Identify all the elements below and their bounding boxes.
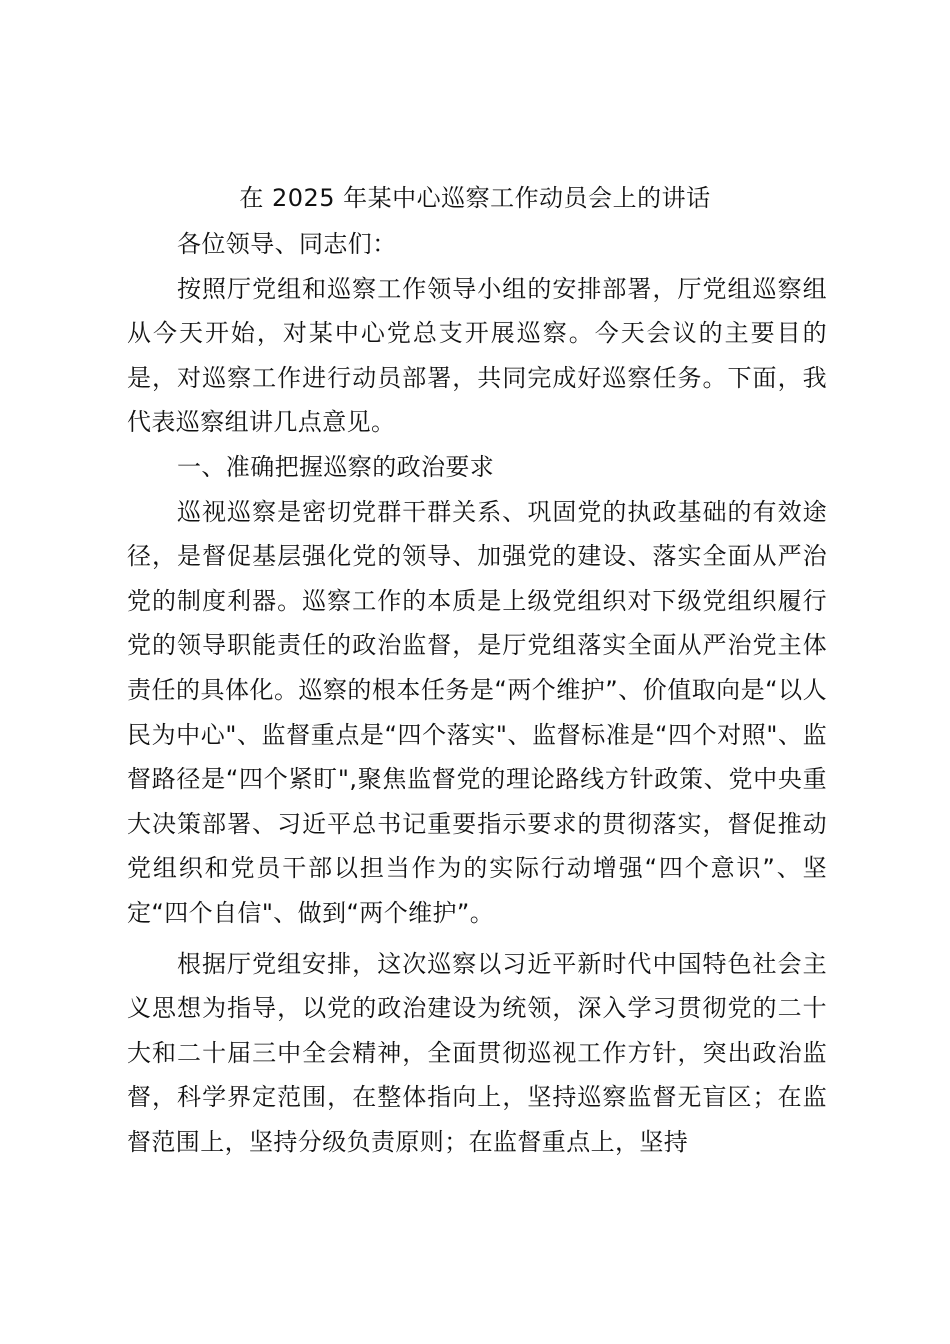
paragraph-political-requirements: 巡视巡察是密切党群干群关系、巩固党的执政基础的有效途径，是督促基层强化党的领导、加强党的建设、落实全面从严治党的制度利器。巡察工作的本质是上级党组织对下级党组织履行党的领导职能责任的政治监督，是厅党组落实全面从严治党主体责任的具体化。巡察的根本任务是“两个维护”、价值取向是“以人民为中心"、监督重点是“四个落实"、监督标准是“四个对照"、监督路径是“四个紧盯",聚焦监督党的理论路线方针政策、党中央重大决策部署、习近平总书记重要指示要求的贯彻落实，督促推动党组织和党员干部以担当作为的实际行动增强“四个意识”、坚定“四个自信"、做到“两个维护”。 — [127, 497, 827, 927]
section-heading: 一、准确把握巡察的政治要求 — [177, 452, 495, 481]
paragraph-intro: 按照厅党组和巡察工作领导小组的安排部署，厅党组巡察组从今天开始，对某中心党总支开展巡察。今天会议的主要目的是，对巡察工作进行动员部署，共同完成好巡察任务。下面，我代表巡察组讲几点意见。 — [127, 274, 827, 437]
salutation: 各位领导、同志们： — [177, 230, 397, 258]
document-title: 在 2025 年某中心巡察工作动员会上的讲话 — [239, 184, 711, 212]
document-body — [127, 222, 827, 1164]
paragraph-arrangement: 根据厅党组安排，这次巡察以习近平新时代中国特色社会主义思想为指导，以党的政治建设为统领，深入学习贯彻党的二十大和二十届三中全会精神，全面贯彻巡视工作方针，突出政治监督，科学界定范围，在整体指向上，坚持巡察监督无盲区；在监督范围上，坚持分级负责原则；在监督重点上，坚持 — [127, 949, 827, 1156]
